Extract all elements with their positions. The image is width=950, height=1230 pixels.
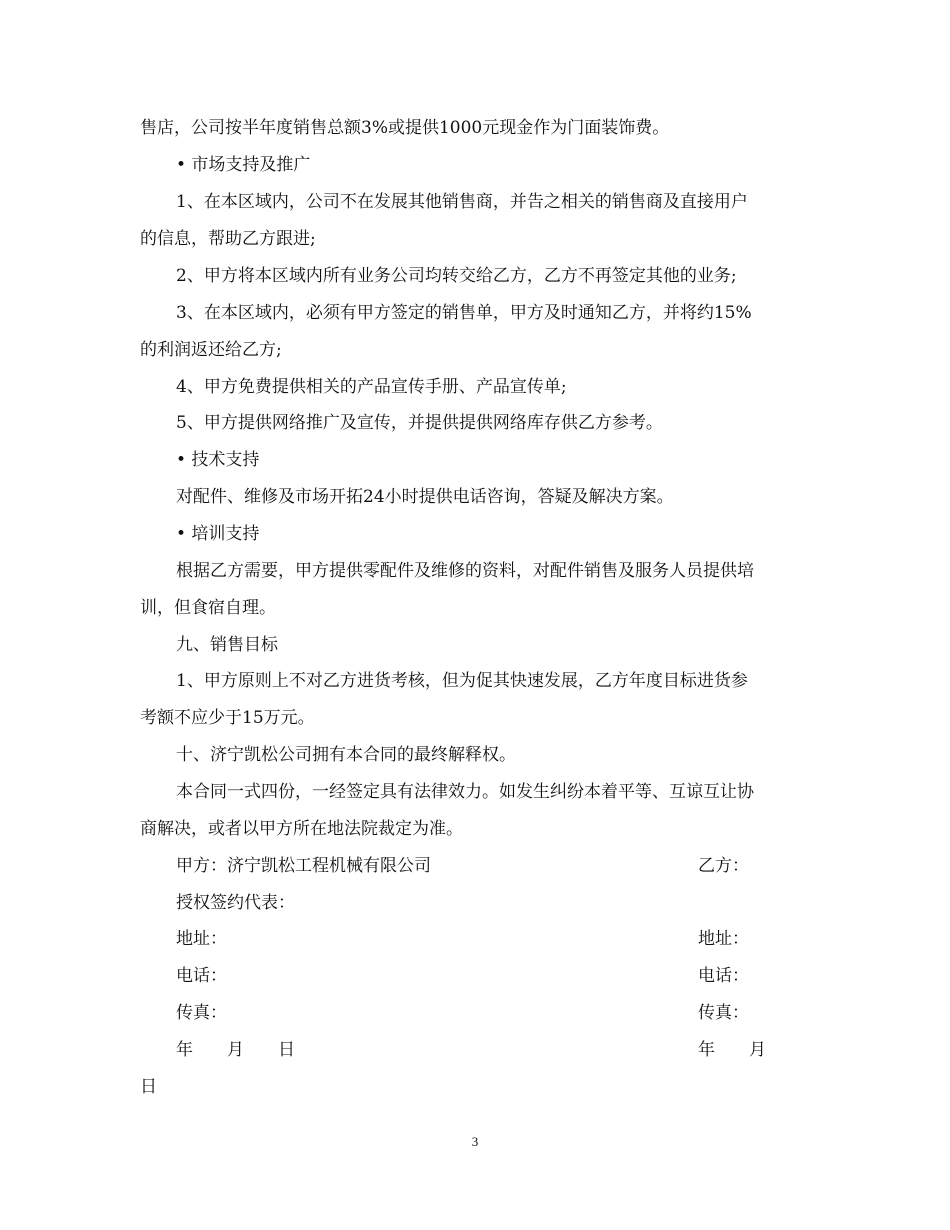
paragraph-line: 根据乙方需要，甲方提供零配件及维修的资料，对配件销售及服务人员提供培 [176,561,754,581]
paragraph-line: 训，但食宿自理。 [140,598,276,618]
paragraph-line: 5、甲方提供网络推广及宣传，并提供提供网络库存供乙方参考。 [176,413,663,433]
party-b-phone: 电话： [698,966,749,986]
paragraph-line: 1、甲方原则上不对乙方进货考核，但为促其快速发展，乙方年度目标进货参 [176,671,748,691]
section-heading-9: 九、销售目标 [176,635,278,655]
paragraph-line: 对配件、维修及市场开拓24小时提供电话咨询，答疑及解决方案。 [176,487,674,507]
section-heading-10: 十、济宁凯松公司拥有本合同的最终解释权。 [176,745,516,765]
party-a-phone: 电话： [176,966,227,986]
paragraph-line: 商解决，或者以甲方所在地法院裁定为准。 [140,819,463,839]
paragraph-line: 2、甲方将本区域内所有业务公司均转交给乙方，乙方不再签定其他的业务; [176,266,737,286]
party-b-fax: 传真： [698,1003,749,1023]
section-heading-tech: • 技术支持 [176,450,260,470]
party-a-name: 甲方：济宁凯松工程机械有限公司 [176,856,431,876]
paragraph-line: 的利润返还给乙方; [140,340,282,360]
party-b-date: 年 月 [698,1040,766,1060]
authorized-representative: 授权签约代表： [176,893,295,913]
party-a-date: 年 月 日 [176,1040,295,1060]
party-b-name: 乙方： [698,856,749,876]
section-heading-market: • 市场支持及推广 [176,155,311,175]
paragraph-line: 1、在本区域内，公司不在发展其他销售商，并告之相关的销售商及直接用户 [176,192,748,212]
party-a-fax: 传真： [176,1003,227,1023]
paragraph-line: 考额不应少于15万元。 [140,708,315,728]
party-a-address: 地址： [176,929,227,949]
party-b-address: 地址： [698,929,749,949]
party-b-date-day: 日 [140,1077,157,1097]
paragraph-line: 4、甲方免费提供相关的产品宣传手册、产品宣传单; [176,377,567,397]
page-number: 3 [471,1134,479,1149]
paragraph-line: 的信息，帮助乙方跟进; [140,229,316,249]
paragraph-line: 3、在本区域内，必须有甲方签定的销售单，甲方及时通知乙方，并将约15% [176,303,752,323]
section-heading-training: • 培训支持 [176,524,260,544]
paragraph-line: 售店，公司按半年度销售总额3%或提供1000元现金作为门面装饰费。 [140,118,670,138]
paragraph-line: 本合同一式四份，一经签定具有法律效力。如发生纠纷本着平等、互谅互让协 [176,782,754,802]
